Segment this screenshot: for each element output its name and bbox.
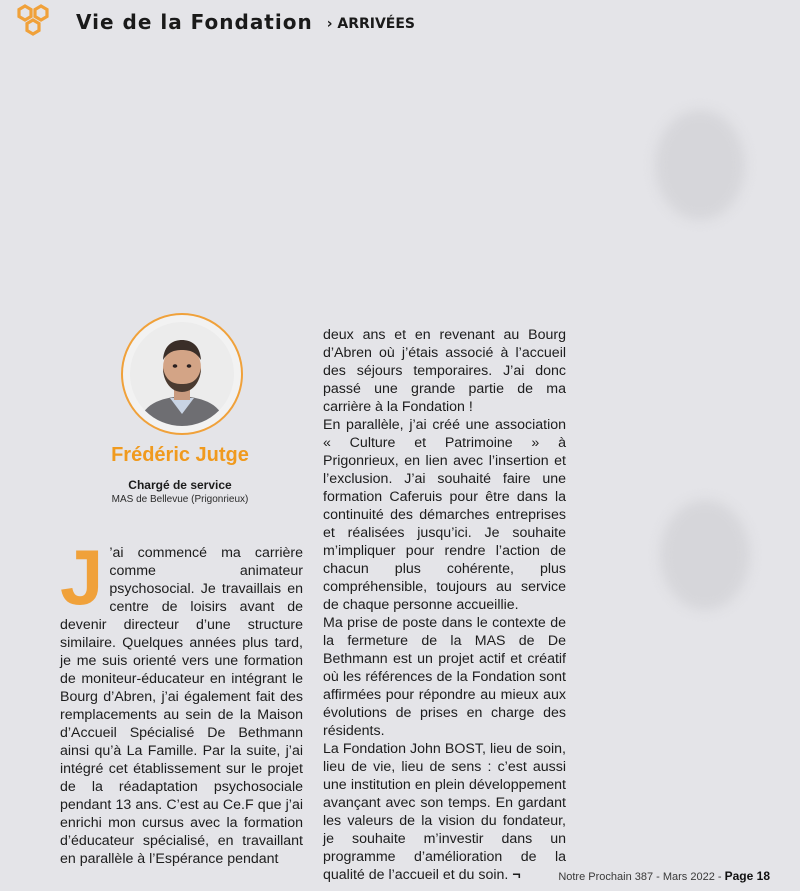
article-paragraph: La Fondation John BOST, lieu de soin, lieu de vie, lieu de sens : c’est aussi une institution en plein développement avançant avec son temps. En gardant les valeurs de la vision du fondateur, je souhaite m’investir dans un programme d’amélioration de la qualité de l’accueil et du soin.: [323, 741, 566, 883]
page-footer: [0, 869, 770, 883]
section-title: Vie de la Fondation: [76, 10, 313, 34]
article-paragraph: ’ai commencé ma carrière comme animateur psychosocial. Je travaillais en centre de loisirs avant de devenir directeur d’une structure similaire. Quelques années plus tard, je me suis orienté vers une formation de moniteur-éducateur en intégrant le Bourg d’Abren, j’ai également fait des remplacements au sein de la Maison d’Accueil Spécialisé De Bethmann ainsi qu’à La Famille. Par la suite, j’ai intégré cet établissement sur le projet de la réadaptation psychosociale pendant 13 ans. C’est au Ce.F que j’ai enrichi mon cursus avec la formation d’éducateur spécialisé, en travaillant en parallèle à l’Espérance pendant: [60, 545, 303, 867]
section-subtitle: › ARRIVÉES: [326, 16, 416, 32]
portrait-photo: [130, 322, 234, 426]
article-column-right: [323, 326, 566, 884]
article-paragraph-final: [323, 740, 566, 884]
person-organization: MAS de Bellevue (Prigonrieux): [111, 494, 249, 505]
article-paragraph: deux ans et en revenant au Bourg d’Abren où j’étais associé à l’accueil des séjours temporaires. J’ai donc passé une grande partie de ma carrière à la Fondation !: [323, 327, 566, 415]
article-paragraph: En parallèle, j’ai créé une association « Culture et Patrimoine » à Prigonrieux, en lien avec l’insertion et l’exclusion. J’ai souhaité faire une formation Caferuis pour être dans la continuité des démarches entreprises et réalisées jusqu’ici. Je souhaite m’impliquer pour rendre l’action de chacun plus cohérente, plus compréhensible, toujours au service de chaque personne accueillie.: [323, 417, 566, 613]
page-number: Page 18: [724, 869, 770, 883]
section-header: [14, 4, 415, 40]
avatar: [121, 313, 243, 435]
article-column-left: [60, 533, 303, 868]
hexagon-cluster-icon: [14, 3, 54, 41]
faded-photo-blob: [660, 500, 750, 610]
faded-photo-blob: [655, 110, 745, 220]
drop-cap: J: [60, 533, 104, 621]
publication-info: Notre Prochain 387 - Mars 2022 -: [558, 871, 722, 883]
person-role: Chargé de service: [128, 478, 232, 492]
person-name: Frédéric Jutge: [111, 444, 249, 466]
end-mark: ¬: [512, 867, 521, 883]
article-paragraph: Ma prise de poste dans le contexte de la fermeture de la MAS de De Bethmann est un projet actif et créatif où les références de la Fondation sont affirmées pour répondre au mieux aux évolutions de prises en charge des résidents.: [323, 615, 566, 739]
